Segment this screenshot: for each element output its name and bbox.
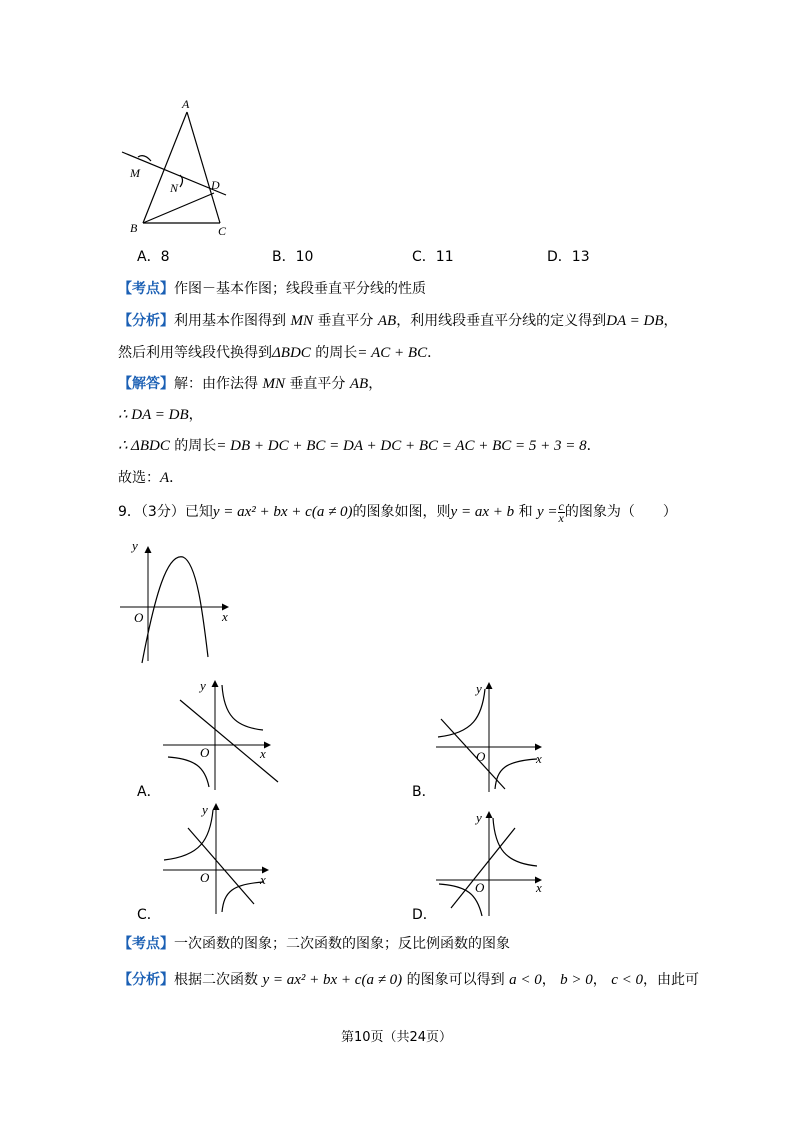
label-o: O [134,610,144,625]
q8-option-c: C．11 [412,249,454,265]
q9-option-c-label: C． [137,907,161,923]
line-graph [451,828,515,908]
line-graph [188,828,254,904]
hyperbola-branch-1 [222,685,263,730]
parabola-graph [115,535,240,665]
fraction-c-over-x: $\frac{c}{x}$ [558,498,564,525]
arc-mark-m [138,156,151,161]
option-c-graph [160,800,285,918]
label-o: O [200,870,210,885]
q8-option-b: B．10 [272,249,314,265]
q8-fenxi-line2: 然后利用等线段代换得到ΔBDC 的周长= AC + BC． [118,345,442,361]
arc-mark-n [180,175,183,187]
hyperbola-branch-1 [493,818,537,866]
q9-fenxi: 【分析】根据二次函数 y = ax² + bx + c(a ≠ 0) 的图象可以得到 a < 0， b > 0， c < 0，由此可 [118,972,700,988]
label-y: y [476,681,482,696]
q9-kaodian: 【考点】一次函数的图象；二次函数的图象；反比例函数的图象 [118,936,510,952]
q9-option-b-label: B． [412,784,436,800]
q8-jieda-line1: 【解答】解：由作法得 MN 垂直平分 AB， [118,376,383,392]
label-c: C [218,224,227,238]
label-o: O [476,749,486,764]
label-y: y [132,538,138,553]
kaodian-tag: 【考点】 [118,281,174,297]
label-b: B [130,221,138,235]
label-o: O [200,745,210,760]
option-d-graph [433,808,558,920]
parabola-curve [142,557,208,663]
label-x: x [260,872,266,887]
option-b-graph [433,677,558,797]
label-a: A [182,97,190,111]
kaodian-tag: 【考点】 [118,936,174,952]
label-x: x [536,751,542,766]
hyperbola-branch-1 [438,689,485,737]
option-a-graph [160,675,285,795]
side-ac [187,112,220,223]
hyperbola-branch-2 [168,757,209,787]
label-n: N [170,181,179,195]
q8-fenxi-line1: 【分析】利用基本作图得到 MN 垂直平分 AB，利用线段垂直平分线的定义得到DA = DB， [118,313,678,329]
label-y: y [476,810,482,825]
side-ab [143,112,187,223]
q8-step2: ∴ ΔBDC 的周长= DB + DC + BC = DA + DC + BC = AC + BC = 5 + 3 = 8． [118,438,601,454]
q9-option-a-label: A． [137,784,161,800]
label-x: x [222,609,228,624]
fenxi-tag: 【分析】 [118,972,174,988]
label-d: D [211,178,220,192]
q8-step1: ∴ DA = DB， [118,407,203,423]
q8-option-d: D．13 [547,249,590,265]
label-y: y [202,802,208,817]
q9-stem: 9．（3分）已知y = ax² + bx + c(a ≠ 0)的图象如图，则y = ax + b 和 y = $\frac{c}{x}$ 的图象为（ ） [118,498,677,525]
label-o: O [475,880,485,895]
line-graph [441,719,505,789]
label-x: x [536,880,542,895]
jieda-tag: 【解答】 [118,376,174,392]
page-footer: 第10页（共24页） [340,1030,453,1045]
label-y: y [200,678,206,693]
q8-option-a: A．8 [137,249,170,265]
hyperbola-branch-1 [164,810,213,860]
hyperbola-branch-2 [222,882,264,912]
triangle-construction-figure [110,95,240,240]
q8-answer: 故选：A． [118,470,184,486]
label-x: x [260,746,266,761]
q8-kaodian: 【考点】作图－基本作图；线段垂直平分线的性质 [118,281,426,297]
fenxi-tag: 【分析】 [118,313,174,329]
q9-option-d-label: D． [412,907,437,923]
label-m: M [130,166,140,180]
